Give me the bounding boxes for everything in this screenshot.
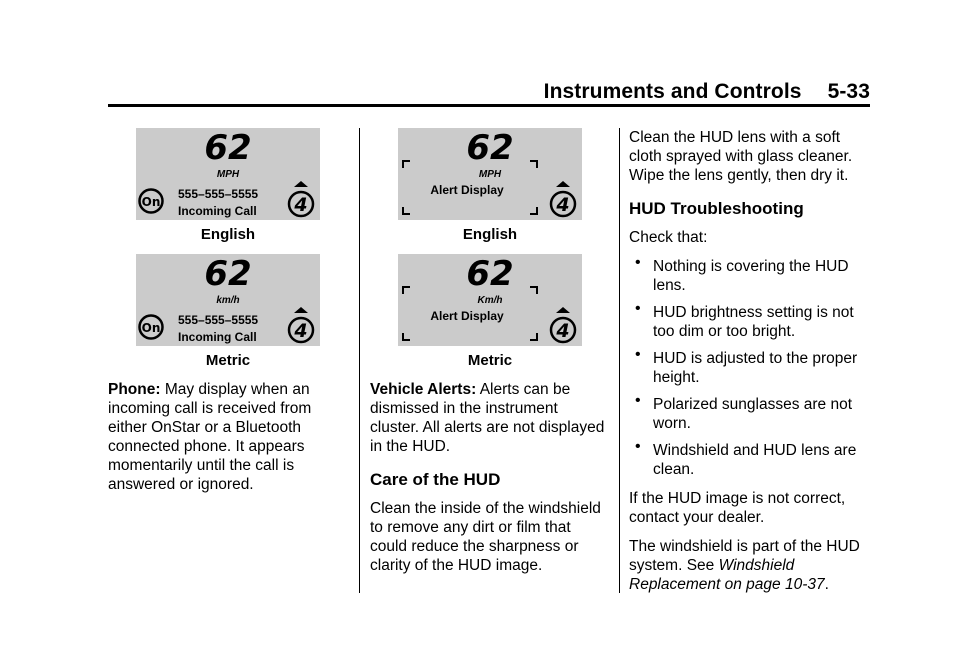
hud-speed: 62 [466, 128, 514, 168]
clean-lens-paragraph: Clean the HUD lens with a soft cloth sprayed with glass cleaner. Wipe the lens gently, then dry it. [629, 129, 853, 184]
gear-indicator-icon [548, 306, 578, 344]
section-title: Instruments and Controls [543, 80, 802, 103]
figure-caption: English [462, 226, 518, 243]
hud-speed-unit: MPH [478, 169, 502, 180]
vehicle-alerts-term: Vehicle Alerts: [370, 381, 477, 398]
frame-corner-icon [529, 160, 538, 169]
gear-number: 4 [294, 194, 308, 216]
hud-call-status: Incoming Call [178, 204, 257, 218]
column-divider-2 [619, 128, 620, 593]
hud-speed: 62 [466, 254, 514, 294]
gear-indicator-icon [286, 306, 316, 344]
hud-alert-metric-figure [398, 254, 582, 346]
hud-speed: 62 [204, 128, 252, 168]
list-item: • HUD brightness setting is not too dim or too bright. [635, 300, 854, 340]
frame-corner-icon [402, 286, 411, 295]
figure-caption: Metric [205, 352, 251, 369]
list-item: • HUD is adjusted to the proper height. [635, 346, 858, 386]
gear-number: 4 [556, 320, 570, 342]
hud-speed: 62 [204, 254, 252, 294]
header-rule [108, 104, 870, 107]
list-item: • Windshield and HUD lens are clean. [635, 438, 857, 478]
frame-corner-icon [402, 332, 411, 341]
hud-alert-text: Alert Display [430, 309, 504, 323]
phone-term: Phone: [108, 381, 161, 398]
phone-text: May display when an incoming call is received from either OnStar or a Bluetooth connected phone. It appears momentarily until the call is answered or ignored. [108, 381, 312, 493]
gear-number: 4 [294, 320, 308, 342]
vehicle-alerts-text: Alerts can be dismissed in the instrument cluster. All alerts are not displayed in the HUD. [370, 381, 605, 455]
figure-caption: English [200, 226, 256, 243]
svg-text:On: On [141, 195, 161, 209]
check-that-text: Check that: [629, 229, 708, 246]
gear-indicator-icon [286, 180, 316, 218]
care-heading: Care of the HUD [370, 470, 501, 489]
onstar-icon [138, 314, 164, 340]
phone-paragraph [108, 380, 348, 494]
frame-corner-icon [529, 206, 538, 215]
list-item: • Polarized sunglasses are not worn. [635, 392, 853, 432]
right-column [629, 128, 869, 604]
left-column [108, 128, 348, 504]
svg-text:On: On [141, 321, 161, 335]
frame-corner-icon [402, 206, 411, 215]
gear-number: 4 [556, 194, 570, 216]
hud-alert-text: Alert Display [430, 183, 504, 197]
frame-corner-icon [529, 286, 538, 295]
windshield-paragraph: The windshield is part of the HUD system. See Windshield Replacement on page 10-37. [629, 538, 860, 593]
hud-speed-unit: km/h [216, 295, 240, 306]
check-list [629, 254, 869, 479]
hud-phone-metric-figure [136, 254, 320, 346]
troubleshooting-heading: HUD Troubleshooting [629, 199, 804, 218]
not-correct-paragraph: If the HUD image is not correct, contact your dealer. [629, 490, 846, 526]
hud-alert-english-figure [398, 128, 582, 220]
hud-speed-unit: MPH [216, 169, 240, 180]
care-paragraph: Clean the inside of the windshield to remove any dirt or film that could reduce the sharpness or clarity of the HUD image. [370, 500, 601, 574]
hud-phone-english-figure [136, 128, 320, 220]
frame-corner-icon [402, 160, 411, 169]
gear-indicator-icon [548, 180, 578, 218]
column-divider-1 [359, 128, 360, 593]
page-header [544, 80, 870, 104]
page-number: 5-33 [827, 80, 870, 103]
list-item: • Nothing is covering the HUD lens. [635, 254, 849, 294]
frame-corner-icon [529, 332, 538, 341]
windshield-replacement-link[interactable]: Windshield Replacement on page 10-37 [629, 557, 825, 593]
hud-speed-unit: Km/h [477, 295, 503, 306]
figure-caption: Metric [467, 352, 513, 369]
vehicle-alerts-paragraph [370, 380, 610, 456]
hud-call-status: Incoming Call [178, 330, 257, 344]
onstar-icon [138, 188, 164, 214]
middle-column [370, 128, 610, 585]
hud-phone-number: 555–555–5555 [178, 187, 259, 201]
hud-phone-number: 555–555–5555 [178, 313, 259, 327]
